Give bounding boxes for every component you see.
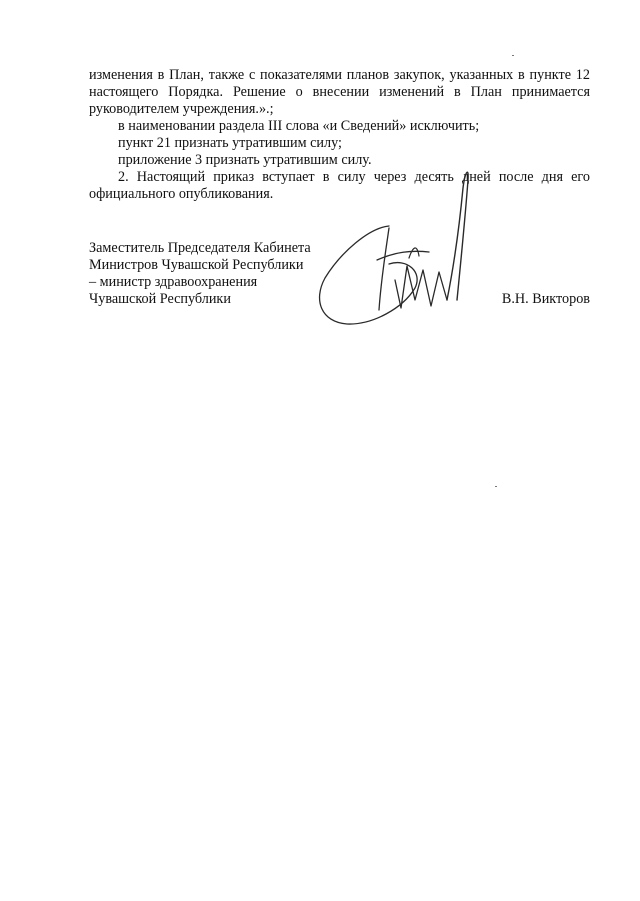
paragraph-effective-date: 2. Настоящий приказ вступает в силу через десять дней после дня его официального опубликования. [89, 169, 590, 202]
scan-speck [512, 55, 514, 56]
signature-block [89, 240, 590, 320]
signatory-title-line: Чувашской Республики [89, 291, 231, 307]
signatory-name: В.Н. Викторов [501, 291, 590, 307]
paragraph-continuation: изменения в План, также с показателями планов закупок, указанных в пункте 12 настоящего Порядка. Решение о внесении изменений в План принимается руководителем учреждения.».; [89, 67, 590, 117]
signatory-title-line: Заместитель Председателя Кабинета [89, 240, 311, 256]
signatory-title-line: – министр здравоохранения [89, 274, 258, 290]
scan-speck [495, 486, 497, 487]
paragraph-appendix-3: приложение 3 признать утратившим силу. [118, 152, 372, 168]
paragraph-point-21: пункт 21 признать утратившим силу; [118, 135, 342, 151]
signatory-title-line: Министров Чувашской Республики [89, 257, 304, 273]
paragraph-section-title-change: в наименовании раздела III слова «и Сведений» исключить; [118, 118, 480, 134]
